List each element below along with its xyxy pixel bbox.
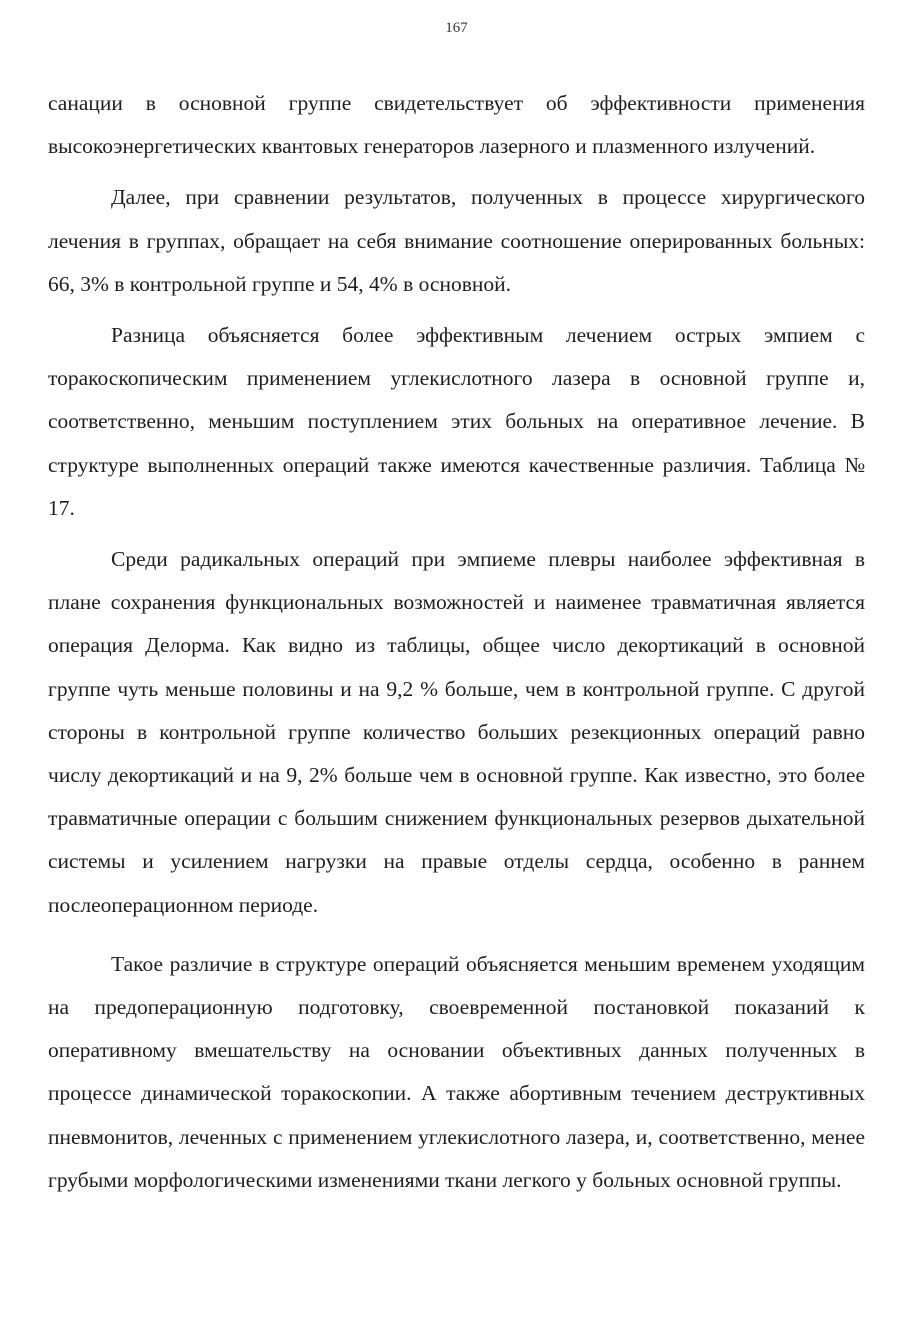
paragraph-continuation: санации в основной группе свидетельствует об эффективности применения высокоэнергетических квантовых генераторов лазерного и плазменного излучений.: [48, 91, 865, 159]
paragraph-radical-operations: Среди радикальных операций при эмпиеме плевры наиболее эффективная в плане сохранения функциональных возможностей и наименее травматичная является операция Делорма. Как видно из таблицы, общее число декортикаций в основной группе чуть меньше половины и на 9,2 % больше, чем в контрольной группе. С другой стороны в контрольной группе количество больших резекционных операций равно числу декортикаций и на 9, 2% больше чем в основной группе. Как известно, это более травматичные операции с большим снижением функциональных резервов дыхательной системы и усилением нагрузки на правые отделы сердца, особенно в раннем послеоперационном периоде.: [48, 547, 865, 917]
body-text: [48, 82, 865, 1202]
paragraph-structure-difference: Такое различие в структуре операций объясняется меньшим временем уходящим на предоперационную подготовку, своевременной постановкой показаний к оперативному вмешательству на основании объективных данных полученных в процессе динамической торакоскопии. А также абортивным течением деструктивных пневмонитов, леченных с применением углекислотного лазера, и, соответственно, менее грубыми морфологическими изменениями ткани легкого у больных основной группы.: [48, 951, 865, 1192]
page-number: 167: [445, 20, 468, 36]
paragraph-comparison: Далее, при сравнении результатов, полученных в процессе хирургического лечения в группах, обращает на себя внимание соотношение оперированных больных: 66, 3% в контрольной группе и 54, 4% в основной.: [48, 185, 865, 296]
paragraph-difference: Разница объясняется более эффективным лечением острых эмпием с торакоскопическим применением углекислотного лазера в основной группе и, соответственно, меньшим поступлением этих больных на оперативное лечение. В структуре выполненных операций также имеются качественные различия. Таблица № 17.: [48, 323, 865, 520]
